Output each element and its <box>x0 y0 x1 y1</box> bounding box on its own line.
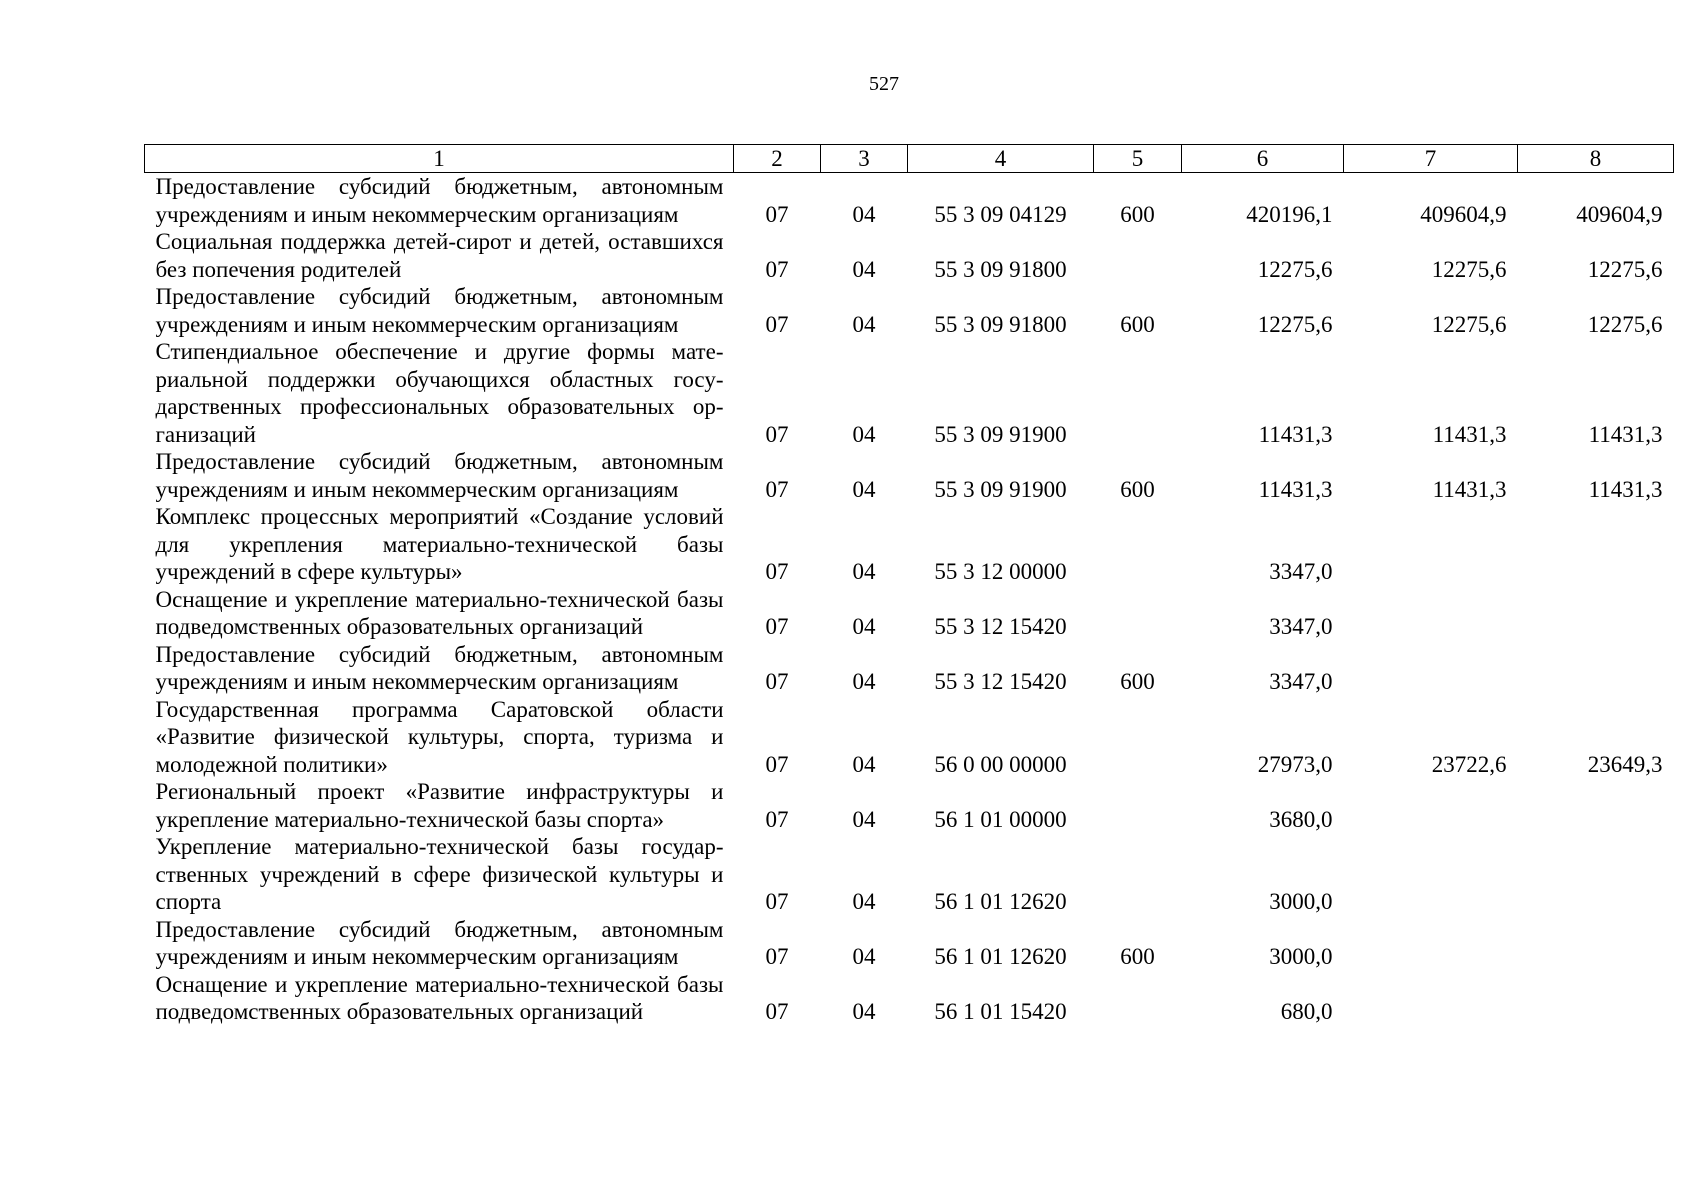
amount-column-6: 3347,0 <box>1269 559 1333 584</box>
table-body <box>145 173 1674 1026</box>
amount-column-8 <box>1518 833 1674 916</box>
column-header: 4 <box>908 145 1094 173</box>
item-name: Предоставление субсидий бюджетным, автономным учреждениям и иным некоммерческим организациям <box>155 641 724 694</box>
target-article-code: 55 3 09 91800 <box>934 311 1067 337</box>
section-code: 07 <box>765 201 789 227</box>
amount-column-6: 11431,3 <box>1258 421 1333 447</box>
target-article-code: 56 1 01 12620 <box>934 944 1067 969</box>
section-code: 07 <box>765 889 789 914</box>
table-row <box>145 586 1674 641</box>
subsection-code: 04 <box>852 476 876 502</box>
amount-column-7: 11431,3 <box>1432 421 1507 447</box>
target-article-code: 56 1 01 12620 <box>934 889 1067 914</box>
expense-type-code: 600 <box>1120 669 1155 694</box>
amount-column-6: 3680,0 <box>1269 806 1333 832</box>
item-name: Региональный проект «Развитие инфраструктуры и укрепление материально-технической базы спорта» <box>155 779 724 832</box>
target-article-code: 56 0 00 00000 <box>934 751 1067 777</box>
amount-column-8 <box>1518 503 1674 586</box>
section-code: 07 <box>765 944 789 969</box>
column-header: 2 <box>734 145 821 173</box>
column-header: 6 <box>1182 145 1344 173</box>
target-article-code: 55 3 12 00000 <box>934 559 1067 584</box>
expense-type-code <box>1094 971 1182 1026</box>
amount-column-7 <box>1344 641 1518 696</box>
amount-column-8: 12275,6 <box>1587 311 1663 337</box>
target-article-code: 55 3 09 91800 <box>934 256 1067 282</box>
expense-type-code: 600 <box>1120 944 1155 969</box>
amount-column-7: 12275,6 <box>1431 311 1507 337</box>
amount-column-7 <box>1344 971 1518 1026</box>
subsection-code: 04 <box>852 999 876 1024</box>
section-code: 07 <box>765 751 789 777</box>
item-name: Предоставление субсидий бюджетным, автономным учреждениям и иным некоммерческим организациям <box>155 916 724 969</box>
target-article-code: 55 3 09 91900 <box>934 476 1067 502</box>
column-header: 5 <box>1094 145 1182 173</box>
amount-column-8: 409604,9 <box>1576 201 1663 227</box>
expense-type-code <box>1094 228 1182 283</box>
column-number-row <box>145 145 1674 173</box>
column-header: 8 <box>1518 145 1674 173</box>
target-article-code: 56 1 01 00000 <box>934 806 1067 832</box>
amount-column-7 <box>1344 503 1518 586</box>
amount-column-6: 12275,6 <box>1257 311 1333 337</box>
table-row <box>145 971 1674 1026</box>
page-number: 527 <box>869 73 899 95</box>
subsection-code: 04 <box>852 806 876 832</box>
amount-column-8 <box>1518 641 1674 696</box>
amount-column-6: 680,0 <box>1280 999 1333 1024</box>
subsection-code: 04 <box>852 311 876 337</box>
expense-type-code: 600 <box>1120 476 1155 502</box>
amount-column-8 <box>1518 916 1674 971</box>
expense-type-code: 600 <box>1120 311 1155 337</box>
expense-type-code <box>1094 696 1182 779</box>
subsection-code: 04 <box>852 559 876 584</box>
amount-column-7 <box>1344 586 1518 641</box>
amount-column-6: 3000,0 <box>1269 944 1333 969</box>
column-header: 3 <box>821 145 908 173</box>
amount-column-8 <box>1518 778 1674 833</box>
table-row <box>145 283 1674 338</box>
target-article-code: 55 3 12 15420 <box>934 669 1067 694</box>
target-article-code: 56 1 01 15420 <box>934 999 1067 1024</box>
expense-type-code <box>1094 338 1182 448</box>
amount-column-6: 420196,1 <box>1246 201 1333 227</box>
table-header <box>145 145 1674 173</box>
section-code: 07 <box>765 476 789 502</box>
subsection-code: 04 <box>852 256 876 282</box>
section-code: 07 <box>765 614 789 639</box>
subsection-code: 04 <box>852 889 876 914</box>
budget-table <box>144 144 1674 1026</box>
item-name: Стипендиальное обеспечение и другие формы материальной поддержки обучающихся областных государственных профессиональных образовательных организаций <box>155 339 724 447</box>
table-row <box>145 173 1674 229</box>
amount-column-7 <box>1344 833 1518 916</box>
item-name: Комплекс процессных мероприятий «Создание условий для укрепления материально-технической базы учреждений в сфере культуры» <box>155 504 724 584</box>
section-code: 07 <box>765 256 789 282</box>
item-name: Социальная поддержка детей-сирот и детей, оставшихся без попечения родителей <box>155 229 724 282</box>
subsection-code: 04 <box>852 201 876 227</box>
subsection-code: 04 <box>852 669 876 694</box>
expense-type-code <box>1094 833 1182 916</box>
column-header: 7 <box>1344 145 1518 173</box>
amount-column-6: 11431,3 <box>1258 476 1333 502</box>
table-row <box>145 338 1674 448</box>
item-name: Предоставление субсидий бюджетным, автономным учреждениям и иным некоммерческим организациям <box>155 174 724 227</box>
subsection-code: 04 <box>852 614 876 639</box>
target-article-code: 55 3 09 04129 <box>934 201 1067 227</box>
expense-type-code <box>1094 778 1182 833</box>
amount-column-7: 23722,6 <box>1431 751 1507 777</box>
amount-column-6: 12275,6 <box>1257 256 1333 282</box>
table-row <box>145 503 1674 586</box>
table-row <box>145 778 1674 833</box>
expense-type-code: 600 <box>1120 201 1155 227</box>
amount-column-7 <box>1344 778 1518 833</box>
table-row <box>145 641 1674 696</box>
section-code: 07 <box>765 559 789 584</box>
item-name: Предоставление субсидий бюджетным, автономным учреждениям и иным некоммерческим организациям <box>155 284 724 337</box>
amount-column-8 <box>1518 971 1674 1026</box>
amount-column-6: 27973,0 <box>1257 751 1333 777</box>
item-name: Предоставление субсидий бюджетным, автономным учреждениям и иным некоммерческим организациям <box>155 449 724 502</box>
amount-column-7 <box>1344 916 1518 971</box>
table-row <box>145 448 1674 503</box>
section-code: 07 <box>765 999 789 1024</box>
item-name: Оснащение и укрепление материально-технической базы подведомственных образовательных организаций <box>155 971 724 1024</box>
subsection-code: 04 <box>852 421 876 447</box>
item-name: Оснащение и укрепление материально-технической базы подведомственных образовательных организаций <box>155 586 724 639</box>
column-header: 1 <box>145 145 734 173</box>
target-article-code: 55 3 09 91900 <box>934 421 1067 447</box>
amount-column-8: 12275,6 <box>1587 256 1663 282</box>
section-code: 07 <box>765 421 789 447</box>
amount-column-8: 11431,3 <box>1588 421 1663 447</box>
amount-column-7: 12275,6 <box>1431 256 1507 282</box>
expense-type-code <box>1094 586 1182 641</box>
target-article-code: 55 3 12 15420 <box>934 614 1067 639</box>
table-row <box>145 833 1674 916</box>
subsection-code: 04 <box>852 944 876 969</box>
amount-column-8 <box>1518 586 1674 641</box>
item-name: Укрепление материально-технической базы государственных учреждений в сфере физической культуры и спорта <box>155 834 724 914</box>
expense-type-code <box>1094 503 1182 586</box>
amount-column-6: 3000,0 <box>1269 889 1333 914</box>
amount-column-7: 11431,3 <box>1432 476 1507 502</box>
table-row <box>145 228 1674 283</box>
section-code: 07 <box>765 806 789 832</box>
table-row <box>145 916 1674 971</box>
amount-column-6: 3347,0 <box>1269 614 1333 639</box>
section-code: 07 <box>765 669 789 694</box>
amount-column-7: 409604,9 <box>1420 201 1507 227</box>
amount-column-6: 3347,0 <box>1269 669 1333 694</box>
amount-column-8: 11431,3 <box>1588 476 1663 502</box>
section-code: 07 <box>765 311 789 337</box>
subsection-code: 04 <box>852 751 876 777</box>
item-name: Государственная программа Саратовской области «Развитие физической культуры, спорта, туризма и молодежной политики» <box>155 696 724 777</box>
amount-column-8: 23649,3 <box>1587 751 1663 777</box>
table-row <box>145 696 1674 779</box>
